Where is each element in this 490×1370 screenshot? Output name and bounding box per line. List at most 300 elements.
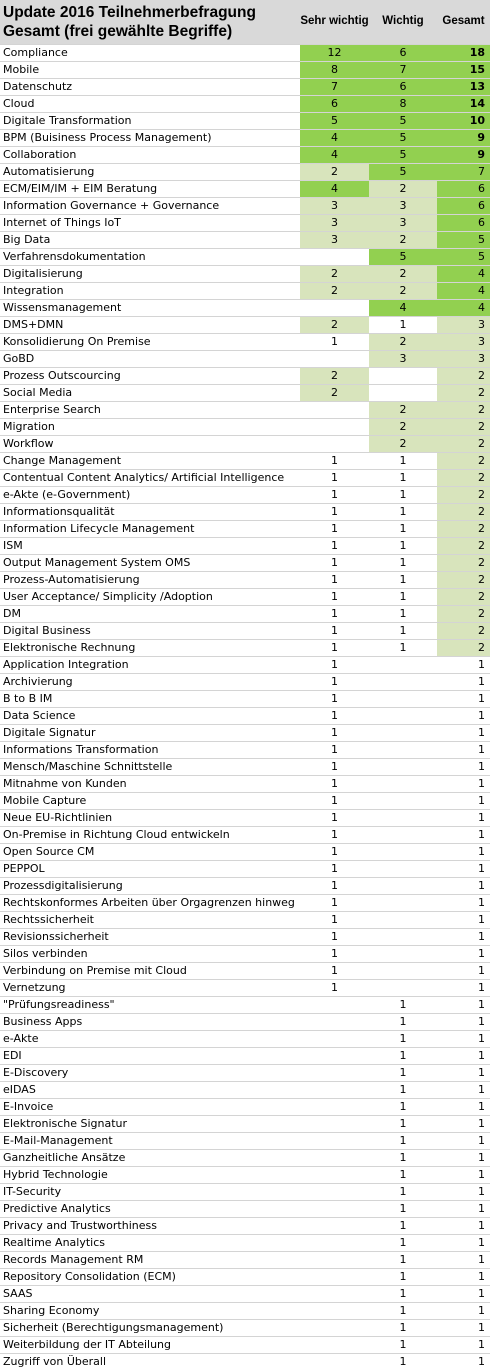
row-label: Verfahrensdokumentation	[3, 250, 146, 263]
row-label: Predictive Analytics	[3, 1202, 111, 1215]
cell-gesamt: 1	[478, 1049, 485, 1062]
cell-sehr-wichtig: 1	[331, 522, 338, 535]
table-row	[0, 248, 490, 265]
cell-gesamt: 1	[478, 743, 485, 756]
table-row	[0, 197, 490, 214]
cell-wichtig: 1	[399, 1202, 407, 1215]
row-label: Prozess-Automatisierung	[3, 573, 140, 586]
cell-sehr-wichtig	[300, 1354, 369, 1370]
cell-gesamt: 2	[437, 521, 490, 537]
table-row	[0, 588, 490, 605]
cell-sehr-wichtig: 1	[331, 862, 338, 875]
table-row	[0, 367, 490, 384]
table-row	[0, 843, 490, 860]
table-row	[0, 1081, 490, 1098]
row-label: Zugriff von Überall	[3, 1355, 107, 1368]
cell-gesamt: 13	[437, 79, 490, 95]
cell-wichtig: 1	[399, 1253, 407, 1266]
cell-gesamt: 1	[478, 811, 485, 824]
cell-gesamt: 1	[478, 828, 485, 841]
row-label: Cloud	[3, 97, 35, 110]
cell-gesamt: 15	[437, 62, 490, 78]
table-row	[0, 486, 490, 503]
cell-gesamt: 4	[437, 266, 490, 282]
cell-wichtig	[369, 844, 437, 860]
table-row	[0, 707, 490, 724]
cell-wichtig: 1	[399, 505, 407, 518]
cell-gesamt: 1	[478, 1151, 485, 1164]
cell-wichtig: 1	[399, 1287, 407, 1300]
cell-gesamt: 1	[478, 1253, 485, 1266]
cell-wichtig: 2	[369, 419, 437, 435]
table-row	[0, 962, 490, 979]
cell-sehr-wichtig	[300, 1082, 369, 1098]
table-row	[0, 673, 490, 690]
cell-gesamt: 1	[478, 1355, 485, 1368]
table-row	[0, 299, 490, 316]
cell-wichtig: 2	[369, 266, 437, 282]
table-row	[0, 1302, 490, 1319]
cell-wichtig: 4	[369, 300, 437, 316]
cell-wichtig: 2	[369, 436, 437, 452]
row-label: e-Akte (e-Government)	[3, 488, 131, 501]
cell-gesamt: 2	[437, 640, 490, 656]
cell-sehr-wichtig	[300, 1167, 369, 1183]
row-label: Informations Transformation	[3, 743, 159, 756]
table-row	[0, 605, 490, 622]
row-label: Neue EU-Richtlinien	[3, 811, 113, 824]
cell-gesamt: 1	[478, 675, 485, 688]
cell-gesamt: 2	[437, 368, 490, 384]
table-row	[0, 452, 490, 469]
table-row	[0, 112, 490, 129]
table-row	[0, 1149, 490, 1166]
cell-gesamt: 1	[478, 777, 485, 790]
table-row	[0, 622, 490, 639]
cell-wichtig: 1	[399, 1321, 407, 1334]
cell-gesamt: 1	[478, 1134, 485, 1147]
cell-wichtig: 1	[399, 1270, 407, 1283]
cell-wichtig: 1	[399, 1151, 407, 1164]
cell-wichtig	[369, 793, 437, 809]
row-label: Rechtssicherheit	[3, 913, 94, 926]
cell-wichtig: 1	[399, 1185, 407, 1198]
cell-gesamt: 5	[437, 249, 490, 265]
cell-sehr-wichtig: 1	[331, 556, 338, 569]
row-label: DM	[3, 607, 21, 620]
cell-sehr-wichtig	[300, 997, 369, 1013]
cell-gesamt: 1	[478, 1338, 485, 1351]
cell-sehr-wichtig: 1	[331, 947, 338, 960]
row-label: User Acceptance/ Simplicity /Adoption	[3, 590, 213, 603]
cell-gesamt: 2	[437, 504, 490, 520]
cell-sehr-wichtig: 6	[300, 96, 369, 112]
row-label: Data Science	[3, 709, 76, 722]
cell-wichtig: 1	[399, 1015, 407, 1028]
table-row	[0, 1030, 490, 1047]
cell-sehr-wichtig: 1	[331, 335, 338, 348]
row-label: Migration	[3, 420, 55, 433]
table-row	[0, 1183, 490, 1200]
table-row	[0, 78, 490, 95]
cell-sehr-wichtig	[300, 1337, 369, 1353]
cell-gesamt: 1	[478, 726, 485, 739]
cell-gesamt: 18	[437, 45, 490, 61]
cell-sehr-wichtig	[300, 1048, 369, 1064]
cell-gesamt: 4	[437, 283, 490, 299]
cell-sehr-wichtig: 1	[331, 777, 338, 790]
cell-sehr-wichtig: 1	[331, 964, 338, 977]
cell-sehr-wichtig: 1	[331, 879, 338, 892]
table-row	[0, 1013, 490, 1030]
row-label: Digitalisierung	[3, 267, 83, 280]
table-row	[0, 690, 490, 707]
cell-gesamt: 3	[437, 317, 490, 333]
column-header-gesamt: Gesamt	[442, 15, 485, 27]
cell-gesamt: 1	[478, 1100, 485, 1113]
table-row	[0, 656, 490, 673]
cell-sehr-wichtig: 1	[331, 607, 338, 620]
row-label: "Prüfungsreadiness"	[3, 998, 115, 1011]
cell-gesamt: 1	[478, 1270, 485, 1283]
cell-wichtig	[369, 878, 437, 894]
table-row	[0, 1353, 490, 1370]
cell-gesamt: 1	[478, 930, 485, 943]
cell-gesamt: 14	[437, 96, 490, 112]
cell-gesamt: 2	[437, 419, 490, 435]
row-label: SAAS	[3, 1287, 33, 1300]
cell-sehr-wichtig: 1	[331, 913, 338, 926]
cell-sehr-wichtig: 2	[300, 266, 369, 282]
row-label: Internet of Things IoT	[3, 216, 121, 229]
cell-sehr-wichtig: 1	[331, 454, 338, 467]
cell-gesamt: 2	[437, 572, 490, 588]
cell-wichtig: 1	[399, 488, 407, 501]
row-label: Revisionssicherheit	[3, 930, 109, 943]
table-row	[0, 1098, 490, 1115]
cell-wichtig	[369, 861, 437, 877]
table-row	[0, 146, 490, 163]
table-row	[0, 979, 490, 996]
cell-sehr-wichtig: 2	[300, 368, 369, 384]
cell-sehr-wichtig	[300, 249, 369, 265]
cell-sehr-wichtig: 2	[300, 317, 369, 333]
row-label: Sharing Economy	[3, 1304, 100, 1317]
cell-gesamt: 2	[437, 606, 490, 622]
cell-gesamt: 1	[478, 1032, 485, 1045]
table-row	[0, 639, 490, 656]
cell-gesamt: 2	[437, 555, 490, 571]
cell-wichtig: 1	[399, 607, 407, 620]
cell-wichtig: 1	[399, 641, 407, 654]
row-label: B to B IM	[3, 692, 53, 705]
row-label: Elektronische Rechnung	[3, 641, 136, 654]
table-row	[0, 282, 490, 299]
cell-sehr-wichtig	[300, 1116, 369, 1132]
cell-wichtig: 2	[369, 181, 437, 197]
cell-sehr-wichtig: 1	[331, 641, 338, 654]
cell-gesamt: 2	[437, 436, 490, 452]
cell-wichtig	[369, 912, 437, 928]
cell-gesamt: 3	[437, 334, 490, 350]
cell-sehr-wichtig	[300, 402, 369, 418]
cell-gesamt: 2	[437, 470, 490, 486]
cell-sehr-wichtig	[300, 1269, 369, 1285]
cell-wichtig	[369, 742, 437, 758]
cell-sehr-wichtig: 7	[300, 79, 369, 95]
table-row	[0, 826, 490, 843]
row-label: ISM	[3, 539, 23, 552]
table-row	[0, 401, 490, 418]
cell-sehr-wichtig: 1	[331, 692, 338, 705]
cell-sehr-wichtig: 3	[300, 198, 369, 214]
row-label: Weiterbildung der IT Abteilung	[3, 1338, 172, 1351]
table-row	[0, 1200, 490, 1217]
table-row	[0, 333, 490, 350]
row-label: Big Data	[3, 233, 51, 246]
cell-gesamt: 2	[437, 589, 490, 605]
row-label: Social Media	[3, 386, 73, 399]
cell-sehr-wichtig	[300, 300, 369, 316]
cell-wichtig: 1	[399, 556, 407, 569]
row-label: Information Governance + Governance	[3, 199, 220, 212]
cell-wichtig	[369, 674, 437, 690]
cell-gesamt: 2	[437, 402, 490, 418]
table-row	[0, 877, 490, 894]
cell-sehr-wichtig	[300, 1014, 369, 1030]
cell-wichtig: 3	[369, 351, 437, 367]
cell-sehr-wichtig: 1	[331, 624, 338, 637]
cell-wichtig	[369, 980, 437, 996]
cell-gesamt: 1	[478, 1015, 485, 1028]
table-row	[0, 911, 490, 928]
cell-wichtig: 1	[399, 1219, 407, 1232]
cell-gesamt: 4	[437, 300, 490, 316]
cell-wichtig: 5	[369, 147, 437, 163]
table-row	[0, 1336, 490, 1353]
table-row	[0, 928, 490, 945]
cell-sehr-wichtig	[300, 1201, 369, 1217]
cell-sehr-wichtig: 4	[300, 181, 369, 197]
cell-wichtig	[369, 929, 437, 945]
cell-gesamt: 2	[437, 453, 490, 469]
cell-wichtig: 5	[369, 164, 437, 180]
cell-wichtig: 1	[399, 318, 407, 331]
cell-sehr-wichtig	[300, 1218, 369, 1234]
cell-gesamt: 1	[478, 981, 485, 994]
cell-wichtig: 1	[399, 573, 407, 586]
cell-wichtig	[369, 691, 437, 707]
cell-sehr-wichtig: 1	[331, 590, 338, 603]
cell-wichtig: 3	[369, 215, 437, 231]
table-row	[0, 758, 490, 775]
cell-wichtig: 5	[369, 249, 437, 265]
cell-gesamt: 6	[437, 215, 490, 231]
row-label: Mensch/Maschine Schnittstelle	[3, 760, 173, 773]
cell-sehr-wichtig	[300, 1099, 369, 1115]
table-row	[0, 435, 490, 452]
table-row	[0, 265, 490, 282]
cell-gesamt: 9	[437, 130, 490, 146]
cell-wichtig: 8	[369, 96, 437, 112]
table-row	[0, 996, 490, 1013]
table-row	[0, 180, 490, 197]
cell-gesamt: 1	[478, 998, 485, 1011]
table-row	[0, 44, 490, 61]
cell-gesamt: 1	[478, 1185, 485, 1198]
table-row	[0, 316, 490, 333]
cell-sehr-wichtig: 1	[331, 828, 338, 841]
table-row	[0, 554, 490, 571]
cell-sehr-wichtig: 1	[331, 675, 338, 688]
row-label: E-Discovery	[3, 1066, 69, 1079]
cell-wichtig: 5	[369, 130, 437, 146]
cell-wichtig: 7	[369, 62, 437, 78]
table-row	[0, 775, 490, 792]
cell-sehr-wichtig: 1	[331, 930, 338, 943]
cell-sehr-wichtig: 1	[331, 794, 338, 807]
row-label: PEPPOL	[3, 862, 45, 875]
cell-gesamt: 10	[437, 113, 490, 129]
cell-sehr-wichtig: 1	[331, 845, 338, 858]
cell-wichtig	[369, 827, 437, 843]
cell-gesamt: 1	[478, 658, 485, 671]
row-label: Contentual Content Analytics/ Artificial Intelligence	[3, 471, 285, 484]
title-line-1: Update 2016 Teilnehmerbefragung	[3, 4, 256, 21]
row-label: Business Apps	[3, 1015, 83, 1028]
row-label: Elektronische Signatur	[3, 1117, 128, 1130]
cell-gesamt: 1	[478, 1066, 485, 1079]
cell-wichtig	[369, 708, 437, 724]
cell-wichtig	[369, 725, 437, 741]
row-label: Prozessdigitalisierung	[3, 879, 123, 892]
cell-gesamt: 1	[478, 709, 485, 722]
row-label: Digital Business	[3, 624, 91, 637]
table-row	[0, 724, 490, 741]
cell-gesamt: 2	[437, 487, 490, 503]
table-row	[0, 384, 490, 401]
row-label: Automatisierung	[3, 165, 95, 178]
row-label: BPM (Buisiness Process Management)	[3, 131, 212, 144]
table-row	[0, 163, 490, 180]
row-label: Integration	[3, 284, 64, 297]
cell-wichtig: 6	[369, 79, 437, 95]
table-row	[0, 503, 490, 520]
cell-sehr-wichtig: 8	[300, 62, 369, 78]
cell-gesamt: 7	[437, 164, 490, 180]
title-line-2: Gesamt (frei gewählte Begriffe)	[3, 23, 233, 40]
row-label: Mobile Capture	[3, 794, 87, 807]
cell-wichtig: 1	[399, 1066, 407, 1079]
row-label: Prozess Outscourcing	[3, 369, 121, 382]
cell-sehr-wichtig: 1	[331, 471, 338, 484]
cell-sehr-wichtig	[300, 1031, 369, 1047]
table-row	[0, 1132, 490, 1149]
cell-sehr-wichtig: 1	[331, 488, 338, 501]
table-row	[0, 129, 490, 146]
cell-wichtig: 1	[399, 1355, 407, 1368]
cell-wichtig: 2	[369, 283, 437, 299]
table-row	[0, 1285, 490, 1302]
row-label: Realtime Analytics	[3, 1236, 106, 1249]
row-label: Digitale Transformation	[3, 114, 132, 127]
cell-wichtig	[369, 895, 437, 911]
cell-gesamt: 1	[478, 1202, 485, 1215]
cell-wichtig: 1	[399, 624, 407, 637]
cell-sehr-wichtig: 1	[331, 981, 338, 994]
cell-wichtig: 6	[369, 45, 437, 61]
cell-wichtig: 1	[399, 1338, 407, 1351]
table-row	[0, 231, 490, 248]
cell-gesamt: 1	[478, 1321, 485, 1334]
cell-wichtig: 1	[399, 539, 407, 552]
cell-sehr-wichtig: 12	[300, 45, 369, 61]
cell-gesamt: 1	[478, 896, 485, 909]
row-label: EDI	[3, 1049, 22, 1062]
cell-wichtig: 1	[399, 590, 407, 603]
cell-sehr-wichtig: 1	[331, 896, 338, 909]
cell-wichtig	[369, 657, 437, 673]
row-label: Vernetzung	[3, 981, 66, 994]
cell-sehr-wichtig: 1	[331, 743, 338, 756]
cell-sehr-wichtig: 1	[331, 760, 338, 773]
cell-gesamt: 1	[478, 1168, 485, 1181]
cell-wichtig: 1	[399, 1117, 407, 1130]
cell-wichtig	[369, 368, 437, 384]
cell-sehr-wichtig	[300, 1286, 369, 1302]
row-label: DMS+DMN	[3, 318, 64, 331]
row-label: Enterprise Search	[3, 403, 101, 416]
cell-wichtig: 1	[399, 471, 407, 484]
cell-sehr-wichtig	[300, 1320, 369, 1336]
cell-wichtig: 1	[399, 1083, 407, 1096]
row-label: Digitale Signatur	[3, 726, 96, 739]
cell-wichtig: 3	[369, 198, 437, 214]
cell-wichtig: 5	[369, 113, 437, 129]
cell-sehr-wichtig: 2	[300, 283, 369, 299]
cell-sehr-wichtig: 1	[331, 573, 338, 586]
table-row	[0, 350, 490, 367]
table-row	[0, 571, 490, 588]
cell-gesamt: 2	[437, 538, 490, 554]
table-row	[0, 469, 490, 486]
row-label: Information Lifecycle Management	[3, 522, 195, 535]
row-label: IT-Security	[3, 1185, 62, 1198]
cell-sehr-wichtig	[300, 1184, 369, 1200]
cell-sehr-wichtig: 4	[300, 147, 369, 163]
cell-sehr-wichtig	[300, 1065, 369, 1081]
cell-gesamt: 1	[478, 845, 485, 858]
cell-gesamt: 1	[478, 964, 485, 977]
cell-sehr-wichtig	[300, 419, 369, 435]
table-row	[0, 95, 490, 112]
row-label: Archivierung	[3, 675, 73, 688]
cell-sehr-wichtig	[300, 1150, 369, 1166]
table-row	[0, 1064, 490, 1081]
sheet-title	[3, 3, 256, 41]
row-label: Silos verbinden	[3, 947, 88, 960]
row-label: GoBD	[3, 352, 35, 365]
cell-gesamt: 1	[478, 1117, 485, 1130]
cell-gesamt: 6	[437, 181, 490, 197]
cell-gesamt: 1	[478, 1083, 485, 1096]
table-row	[0, 1047, 490, 1064]
column-header-sehr-wichtig: Sehr wichtig	[300, 15, 369, 27]
cell-gesamt: 6	[437, 198, 490, 214]
cell-wichtig: 1	[399, 1168, 407, 1181]
table-row	[0, 860, 490, 877]
cell-wichtig	[369, 385, 437, 401]
